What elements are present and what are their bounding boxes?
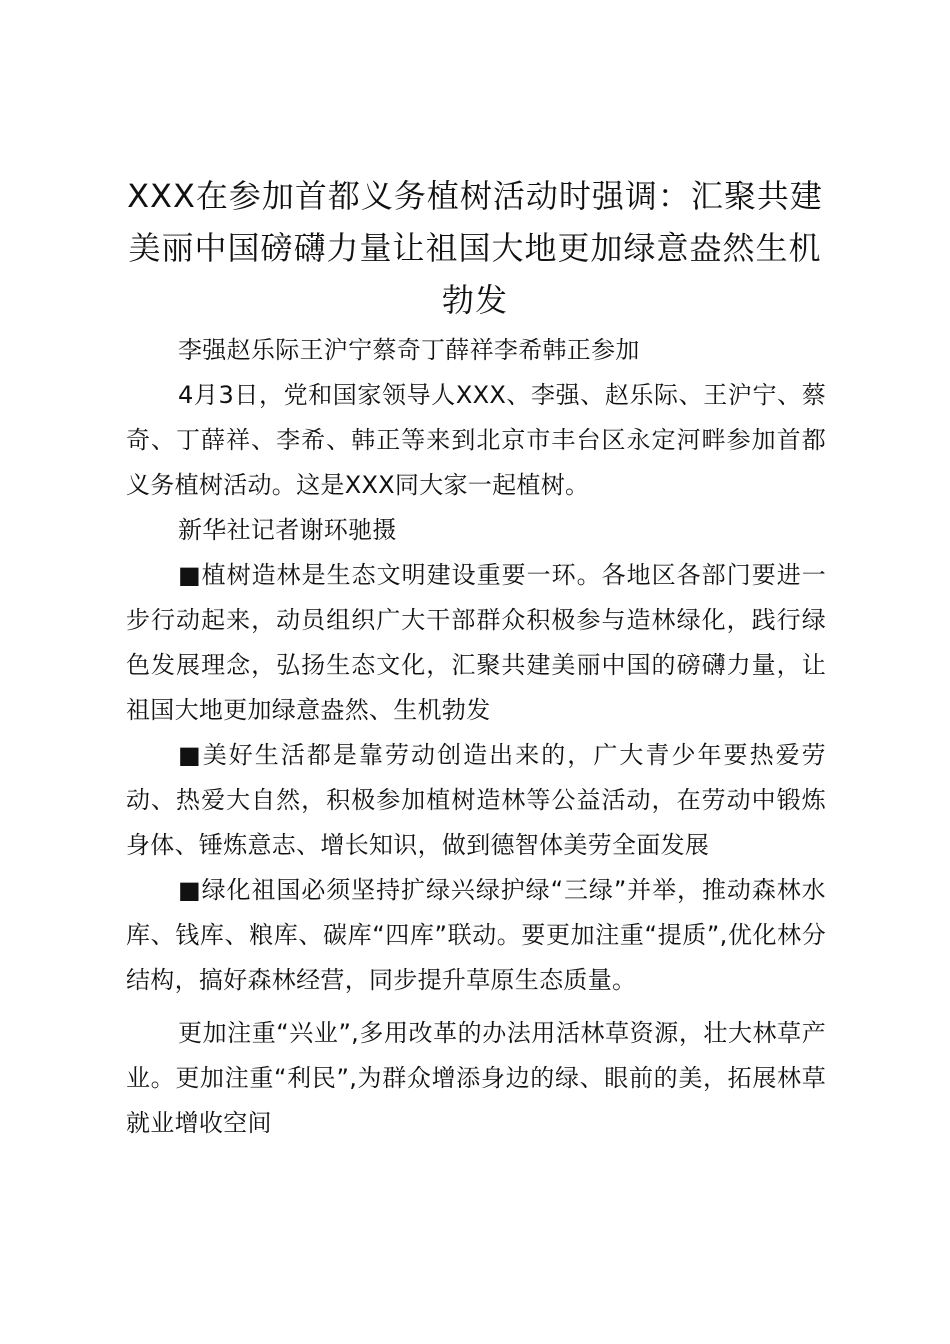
event-paragraph: 4月3日，党和国家领导人XXX、李强、赵乐际、王沪宁、蔡奇、丁薛祥、李希、韩正等来到北京市丰台区永定河畔参加首都义务植树活动。这是XXX同大家一起植树。 [126, 381, 826, 499]
key-point-greening: ■绿化祖国必须坚持扩绿兴绿护绿“三绿”并举，推动森林水库、钱库、粮库、碳库“四库”联动。要更加注重“提质”,优化林分结构，搞好森林经营，同步提升草原生态质量。 [126, 876, 826, 994]
document-title: XXX在参加首都义务植树活动时强调：汇聚共建美丽中国磅礴力量让祖国大地更加绿意盎然生机勃发 [127, 177, 823, 319]
industry-paragraph: 更加注重“兴业”,多用改革的办法用活林草资源，壮大林草产业。更加注重“利民”,为群众增添身边的绿、眼前的美，拓展林草就业增收空间 [126, 1019, 826, 1137]
attendees-line: 李强赵乐际王沪宁蔡奇丁薛祥李希韩正参加 [178, 336, 640, 364]
document-body [126, 328, 826, 1146]
photo-credit: 新华社记者谢环驰摄 [178, 516, 397, 544]
key-point-afforestation: ■植树造林是生态文明建设重要一环。各地区各部门要进一步行动起来，动员组织广大干部群众积极参与造林绿化，践行绿色发展理念，弘扬生态文化，汇聚共建美丽中国的磅礴力量，让祖国大地更加绿意盎然、生机勃发 [126, 561, 826, 724]
key-point-youth-labor: ■美好生活都是靠劳动创造出来的，广大青少年要热爱劳动、热爱大自然，积极参加植树造林等公益活动，在劳动中锻炼身体、锤炼意志、增长知识，做到德智体美劳全面发展 [126, 741, 826, 859]
